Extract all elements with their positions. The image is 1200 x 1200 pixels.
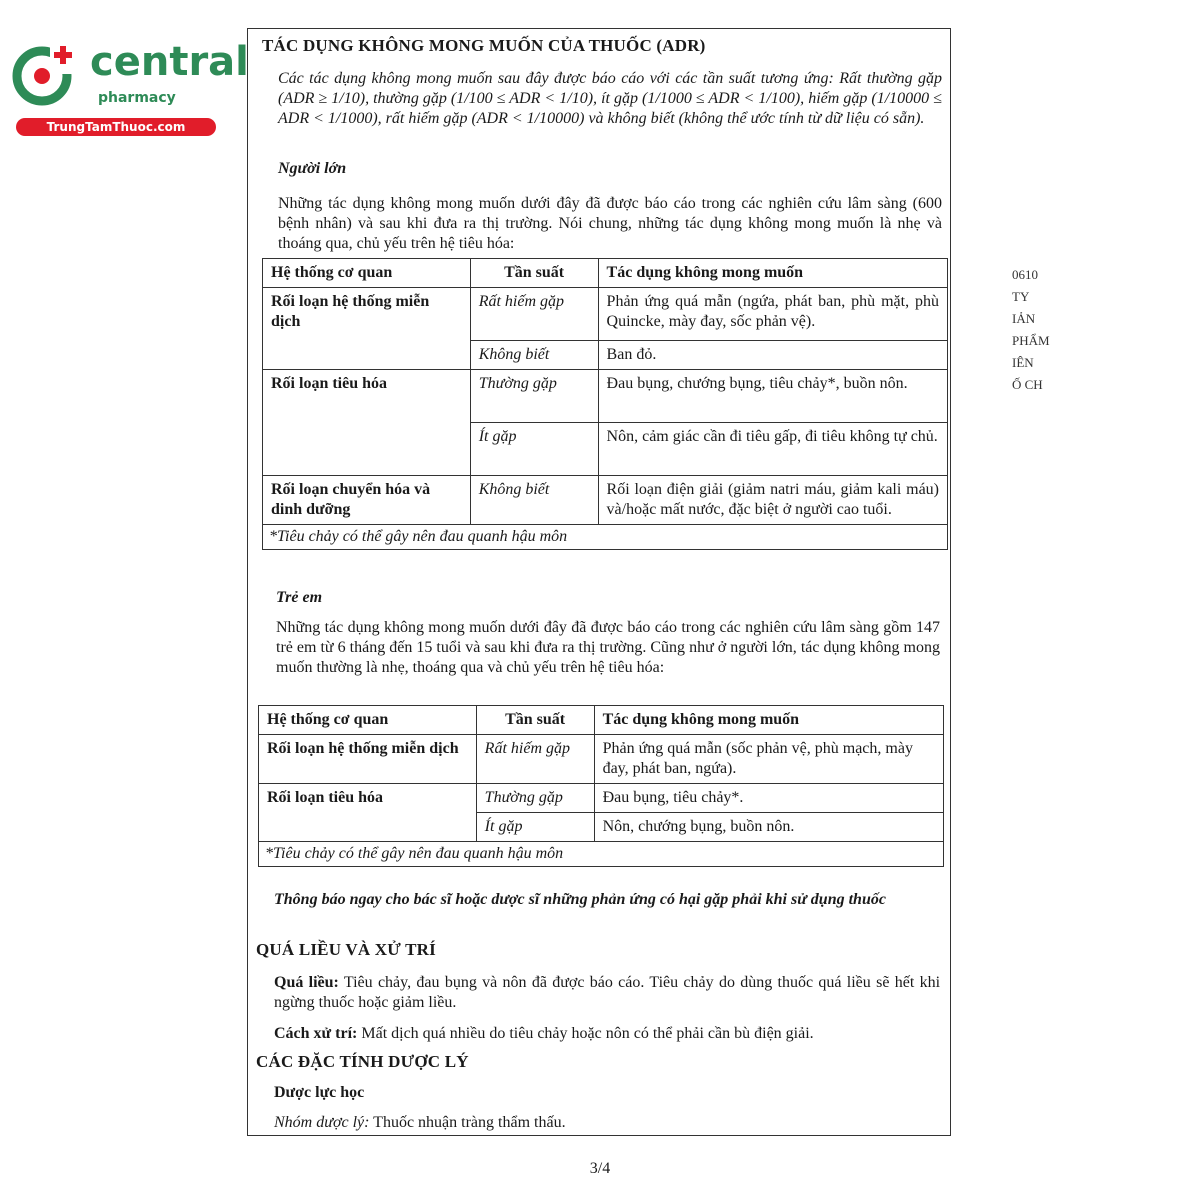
stamp-line: IẢN [1012, 311, 1036, 326]
adult-heading: Người lớn [278, 160, 347, 177]
table-header-row [259, 706, 944, 735]
header-cell: Tần suất [476, 706, 594, 735]
pharmacology-section-title: CÁC ĐẶC TÍNH DƯỢC LÝ [256, 1052, 469, 1071]
treatment-label: Cách xử trí: [274, 1025, 358, 1042]
treatment-text: Mất dịch quá nhiều do tiêu chảy hoặc nôn có thể phải cần bù điện giải. [357, 1025, 814, 1042]
adr-intro: Các tác dụng không mong muốn sau đây được báo cáo với các tần suất tương ứng: Rất thường gặp (ADR ≥ 1/10), thường gặp (1/100 ≤ ADR < 1/10), ít gặp (1/1000 ≤ ADR < 1/100), hiếm gặp (1/10000 ≤ ADR < 1/1000), rất hiếm gặp (ADR < 1/10000) và không biết (không thể ước tính từ dữ liệu có sẵn). [278, 70, 942, 127]
treatment-paragraph [274, 1024, 940, 1044]
adult-adr-table [262, 258, 948, 550]
effect-cell: Ban đỏ. [598, 341, 947, 370]
effect-cell: Nôn, chướng bụng, buồn nôn. [594, 813, 943, 842]
table-footnote-row [259, 842, 944, 867]
frequency-cell: Không biết [470, 476, 598, 525]
frequency-cell: Ít gặp [476, 813, 594, 842]
effect-cell: Rối loạn điện giải (giảm natri máu, giảm kali máu) và/hoặc mất nước, đặc biệt ở người cao tuổi. [598, 476, 947, 525]
overdose-paragraph [274, 973, 940, 1013]
header-cell: Tần suất [470, 259, 598, 288]
table-row [263, 288, 948, 341]
header-cell: Hệ thống cơ quan [263, 259, 471, 288]
stamp-line: IÊN [1012, 355, 1034, 370]
overdose-text: Tiêu chảy, đau bụng và nôn đã được báo cáo. Tiêu chảy do dùng thuốc quá liều sẽ hết khi ngừng thuốc hoặc giảm liều. [274, 974, 941, 1011]
footnote-cell: *Tiêu chảy có thể gây nên đau quanh hậu môn [263, 525, 948, 550]
organ-system-cell: Rối loạn hệ thống miễn dịch [263, 288, 471, 370]
header-cell: Hệ thống cơ quan [259, 706, 477, 735]
group-text: Thuốc nhuận tràng thẩm thấu. [369, 1114, 566, 1131]
effect-cell: Phản ứng quá mẫn (sốc phản vệ, phù mạch, mày đay, phát ban, ngứa). [594, 735, 943, 784]
table-row [259, 784, 944, 813]
table-row [259, 735, 944, 784]
adr-notice: Thông báo ngay cho bác sĩ hoặc dược sĩ những phản ứng có hại gặp phải khi sử dụng thuốc [274, 891, 886, 908]
stamp-line: PHẨM [1012, 333, 1050, 348]
frequency-cell: Ít gặp [470, 423, 598, 476]
child-adr-table [258, 705, 944, 867]
logo-name: central [90, 39, 249, 85]
frequency-cell: Thường gặp [470, 370, 598, 423]
table-row [263, 476, 948, 525]
logo-subtitle: pharmacy [98, 90, 176, 106]
adr-section-title: TÁC DỤNG KHÔNG MONG MUỐN CỦA THUỐC (ADR) [262, 36, 706, 55]
logo-url-badge: TrungTamThuoc.com [16, 118, 216, 136]
effect-cell: Phản ứng quá mẫn (ngứa, phát ban, phù mặt, phù Quincke, mày đay, sốc phản vệ). [598, 288, 947, 341]
organ-system-cell: Rối loạn tiêu hóa [263, 370, 471, 476]
page-number: 3/4 [589, 1160, 611, 1177]
child-heading: Trẻ em [276, 589, 323, 606]
frequency-cell: Không biết [470, 341, 598, 370]
overdose-label: Quá liều: [274, 974, 339, 991]
pharmacological-group [274, 1113, 940, 1133]
stamp-line: Ố CH [1012, 377, 1043, 392]
frequency-cell: Rất hiếm gặp [470, 288, 598, 341]
effect-cell: Đau bụng, chướng bụng, tiêu chảy*, buồn nôn. [598, 370, 947, 423]
table-footnote-row [263, 525, 948, 550]
pharmacodynamics-heading: Dược lực học [274, 1084, 365, 1101]
header-cell: Tác dụng không mong muốn [598, 259, 947, 288]
central-pharmacy-logo [10, 38, 249, 138]
effect-cell: Nôn, cảm giác cần đi tiêu gấp, đi tiêu không tự chủ. [598, 423, 947, 476]
frequency-cell: Rất hiếm gặp [476, 735, 594, 784]
organ-system-cell: Rối loạn tiêu hóa [259, 784, 477, 842]
stamp-line: TY [1012, 289, 1030, 304]
footnote-cell: *Tiêu chảy có thể gây nên đau quanh hậu môn [259, 842, 944, 867]
table-header-row [263, 259, 948, 288]
pharmacy-cross-logo-icon [10, 38, 80, 108]
organ-system-cell: Rối loạn hệ thống miễn dịch [259, 735, 477, 784]
stamp-line: 0610 [1012, 267, 1038, 282]
table-row [263, 370, 948, 423]
organ-system-cell: Rối loạn chuyển hóa và dinh dưỡng [263, 476, 471, 525]
header-cell: Tác dụng không mong muốn [594, 706, 943, 735]
company-stamp [1012, 264, 1062, 424]
frequency-cell: Thường gặp [476, 784, 594, 813]
adult-intro: Những tác dụng không mong muốn dưới đây đã được báo cáo trong các nghiên cứu lâm sàng (600 bệnh nhân) và sau khi đưa ra thị trường. Nói chung, những tác dụng không mong muốn là nhẹ và thoáng qua, chủ yếu trên hệ tiêu hóa: [278, 195, 942, 252]
overdose-section-title: QUÁ LIỀU VÀ XỬ TRÍ [256, 940, 436, 959]
effect-cell: Đau bụng, tiêu chảy*. [594, 784, 943, 813]
group-label: Nhóm dược lý: [274, 1114, 370, 1131]
child-intro: Những tác dụng không mong muốn dưới đây đã được báo cáo trong các nghiên cứu lâm sàng gồm 147 trẻ em từ 6 tháng đến 15 tuổi và sau khi đưa ra thị trường. Cũng như ở người lớn, tác dụng không mong muốn thường là nhẹ, thoáng qua và chủ yếu trên hệ tiêu hóa: [276, 619, 940, 676]
